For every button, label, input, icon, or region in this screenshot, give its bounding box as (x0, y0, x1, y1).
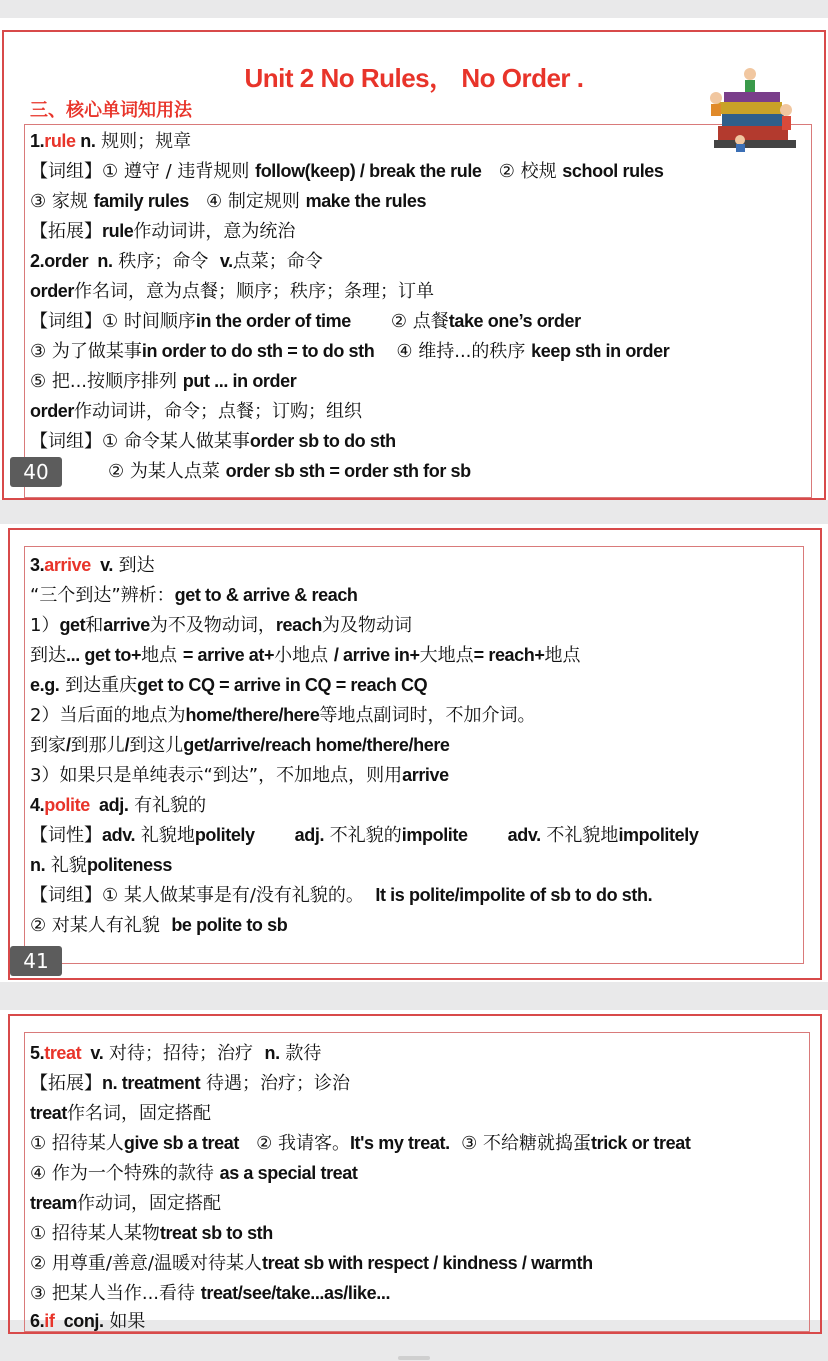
text: 礼貌地 (135, 825, 195, 846)
text: ② 我请客。 (238, 1133, 350, 1154)
slide-42 (0, 1010, 828, 1332)
phrase: politely (194, 825, 255, 845)
text: 【拓展】 (30, 221, 102, 242)
text: 作动词讲，命令；点餐；订购；组织 (74, 401, 363, 422)
phrase: treat (30, 1103, 68, 1123)
part-of-speech: n. (264, 1043, 280, 1063)
text: ② 校规 (481, 161, 563, 182)
definition: 款待 (279, 1043, 322, 1064)
text: ⑤ 把...按顺序排列 (30, 371, 183, 392)
phrase-line (30, 1222, 273, 1245)
text: 待遇；治疗；诊治 (200, 1073, 350, 1094)
phrase: reach (275, 615, 322, 635)
entry-treat (30, 1042, 321, 1065)
phrase-line (30, 1162, 357, 1185)
phrase: It is polite/impolite of sb to do sth. (375, 885, 653, 905)
entry-arrive (30, 554, 155, 577)
text: 为不及物动词， (149, 615, 276, 636)
headword: arrive (44, 555, 91, 575)
phrase: follow(keep) / break the rule (255, 161, 482, 181)
phrase-line (30, 370, 296, 393)
text: “三个到达”辨析： (30, 585, 175, 606)
phrase: / arrive in+ (333, 645, 420, 665)
phrase: make the rules (305, 191, 427, 211)
text: 1） (30, 615, 60, 636)
text: 作名词，意为点餐；顺序；秩序；条理；订单 (74, 281, 435, 302)
headword: 2.order (30, 251, 89, 271)
entry-number: 6. (30, 1311, 45, 1331)
headword: if (44, 1311, 55, 1331)
page-number-badge: 40 (10, 457, 62, 487)
rule-line (30, 704, 536, 727)
phrase: in the order of time (195, 311, 351, 331)
text: ② 为某人点菜 (108, 461, 226, 482)
usage-line (30, 280, 434, 303)
word-forms-line (30, 824, 698, 847)
part-of-speech: adv. (507, 825, 541, 845)
entry-number: 5. (30, 1043, 45, 1063)
slide-title: Unit 2 No Rules， No Order . (244, 63, 584, 93)
definition: 到达 (112, 555, 155, 576)
headword: treat (44, 1043, 82, 1063)
text: 地点 (544, 645, 581, 666)
phrase: order (30, 401, 75, 421)
page-number-badge: 41 (10, 946, 62, 976)
definition: 规则；规章 (95, 131, 192, 152)
phrase: be polite to sb (171, 915, 288, 935)
phrase-line (30, 430, 396, 453)
phrase: It's my treat. (349, 1133, 450, 1153)
phrase: take one’s order (448, 311, 581, 331)
phrase: treat sb to sth (159, 1223, 273, 1243)
phrase-line (30, 884, 652, 907)
phrase: ... get to+ (66, 645, 142, 665)
phrase: get to & arrive & reach (174, 585, 358, 605)
text: ③ 不给糖就捣蛋 (449, 1133, 591, 1154)
phrase: n. treatment (102, 1073, 201, 1093)
phrase-line (30, 340, 669, 363)
text: ④ 维持...的秩序 (396, 341, 532, 362)
phrase: trick or treat (591, 1133, 691, 1153)
text: 【词组】① 遵守 / 违背规则 (30, 161, 256, 182)
phrase: order (30, 281, 75, 301)
example-line (30, 734, 450, 757)
text: / (66, 735, 71, 755)
entry-order (30, 250, 323, 273)
text: ② 点餐 (390, 311, 449, 332)
phrase: = reach+ (473, 645, 545, 665)
definition: 点菜；命令 (232, 251, 323, 272)
part-of-speech: adj. (294, 825, 325, 845)
phrase: put ... in order (182, 371, 297, 391)
text: 不礼貌的 (324, 825, 402, 846)
extension-line (30, 220, 295, 243)
phrase: impolitely (618, 825, 699, 845)
extension-line (30, 1072, 350, 1095)
phrase: get/arrive/reach home/there/here (183, 735, 450, 755)
text: 不礼貌地 (540, 825, 619, 846)
part-of-speech: adj. (89, 795, 129, 815)
phrase: rule (102, 221, 134, 241)
scroll-handle[interactable] (398, 1356, 430, 1360)
text: 作动词讲，意为统治 (133, 221, 296, 242)
phrase: treat/see/take...as/like... (200, 1283, 391, 1303)
usage-line (30, 1192, 221, 1215)
usage-line (30, 1102, 211, 1125)
phrase-line (30, 310, 581, 333)
phrase-line (30, 190, 426, 213)
part-of-speech: n. (88, 251, 113, 271)
headword: rule (44, 131, 76, 151)
phrase: treat sb with respect / kindness / warmth (262, 1253, 593, 1273)
text: 到家 (30, 735, 66, 756)
text: 为及物动词 (321, 615, 412, 636)
text: 2）当后面的地点为 (30, 705, 186, 726)
phrase: family rules (93, 191, 189, 211)
text: 地点 (141, 645, 183, 666)
text: ② 对某人有礼貌 (30, 915, 172, 936)
phrase-line (30, 1132, 690, 1155)
part-of-speech: v. (81, 1043, 104, 1063)
text: 到这儿 (129, 735, 184, 756)
phrase: = arrive at+ (182, 645, 275, 665)
phrase: get (59, 615, 86, 635)
section-heading: 三、核心单词知用法 (30, 100, 192, 121)
text: ② 用尊重/善意/温暖对待某人 (30, 1253, 262, 1274)
text: 作名词，固定搭配 (67, 1103, 212, 1124)
phrase: get to CQ = arrive in CQ = reach CQ (137, 675, 428, 695)
comparison-line (30, 584, 358, 607)
phrase: impolite (401, 825, 468, 845)
text: ① 招待某人 (30, 1133, 124, 1154)
text: 大地点 (419, 645, 474, 666)
part-of-speech: n. (30, 855, 46, 875)
phrase: home/there/here (185, 705, 320, 725)
definition: 有礼貌的 (128, 795, 207, 816)
text: ④ 作为一个特殊的款待 (30, 1163, 220, 1184)
phrase: arrive (103, 615, 150, 635)
phrase: politeness (86, 855, 172, 875)
text: 【词组】① 命令某人做某事 (30, 431, 250, 452)
phrase: give sb a treat (123, 1133, 239, 1153)
word-forms-line (30, 854, 172, 877)
phrase: in order to do sth = to do sth (141, 341, 375, 361)
text: ④ 制定规则 (188, 191, 306, 212)
text: 和 (85, 615, 104, 636)
rule-line (30, 644, 580, 667)
definition: 秩序；命令 (112, 251, 220, 272)
text: 小地点 (274, 645, 334, 666)
text: 礼貌 (45, 855, 87, 876)
text: ③ 为了做某事 (30, 341, 142, 362)
entry-number: 3. (30, 555, 45, 575)
kids-on-books-illustration (700, 54, 810, 154)
part-of-speech: v. (90, 555, 113, 575)
text: ① 招待某人某物 (30, 1223, 160, 1244)
text: ③ 家规 (30, 191, 94, 212)
entry-polite (30, 794, 206, 817)
text: 到那儿 (70, 735, 125, 756)
text: ③ 把某人当作...看待 (30, 1283, 201, 1304)
phrase: order sb to do sth (249, 431, 396, 451)
phrase-line (30, 160, 664, 183)
part-of-speech: adv. (102, 825, 136, 845)
text: / (124, 735, 130, 755)
phrase: keep sth in order (531, 341, 670, 361)
text: 3）如果只是单纯表示“到达”，不加地点，则用 (30, 765, 403, 786)
text: 作动词，固定搭配 (77, 1193, 222, 1214)
phrase: order sb sth = order sth for sb (225, 461, 471, 481)
entry-number: 1. (30, 131, 45, 151)
phrase: e.g. (30, 675, 60, 695)
phrase-line (108, 460, 471, 483)
phrase: tream (30, 1193, 78, 1213)
entry-number: 4. (30, 795, 45, 815)
entry-if (30, 1310, 146, 1332)
text: 【拓展】 (30, 1073, 102, 1094)
entry-rule (30, 130, 191, 153)
text: 【词组】① 时间顺序 (30, 311, 196, 332)
headword: polite (44, 795, 90, 815)
example-line (30, 674, 427, 697)
text: 等地点副词时，不加介词。 (319, 705, 536, 726)
text: 【词组】① 某人做某事是有/没有礼貌的。 (30, 885, 376, 906)
usage-line (30, 400, 362, 423)
rule-line (30, 614, 412, 637)
phrase: arrive (402, 765, 449, 785)
slide-40 (0, 18, 828, 500)
part-of-speech: v. (219, 251, 233, 271)
part-of-speech: conj. (54, 1311, 104, 1331)
part-of-speech: n. (75, 131, 96, 151)
phrase: school rules (562, 161, 664, 181)
phrase-line (30, 1282, 390, 1305)
phrase: as a special treat (219, 1163, 358, 1183)
phrase-line (30, 914, 287, 937)
rule-line (30, 764, 449, 787)
text: 到达 (30, 645, 66, 666)
text: 【词性】 (30, 825, 102, 846)
text: 到达重庆 (59, 675, 138, 696)
phrase-line (30, 1252, 593, 1275)
definition: 如果 (103, 1311, 146, 1332)
definition: 对待；招待；治疗 (103, 1043, 265, 1064)
slide-41 (0, 524, 828, 982)
